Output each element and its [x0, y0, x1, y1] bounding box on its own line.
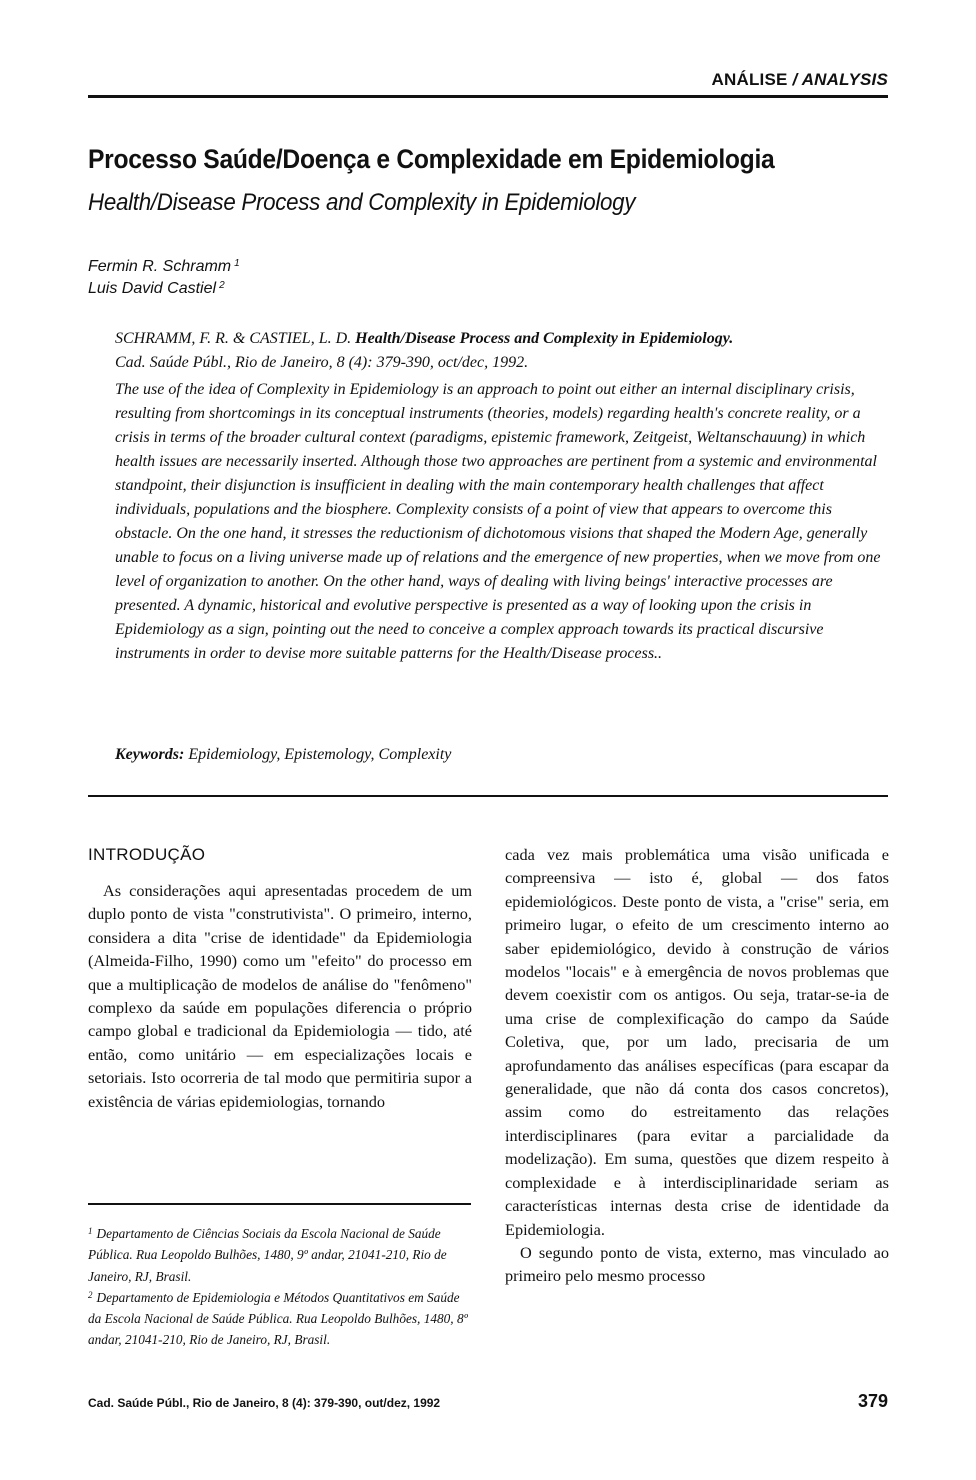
- footer-journal-reference: Cad. Saúde Públ., Rio de Janeiro, 8 (4): 379-390, out/dez, 1992: [88, 1396, 441, 1410]
- article-subtitle: Health/Disease Process and Complexity in Epidemiology: [88, 189, 636, 216]
- header-rule: [88, 95, 888, 98]
- keywords: [115, 746, 451, 764]
- citation-source: Cad. Saúde Públ., Rio de Janeiro, 8 (4): 379-390, oct/dec, 1992.: [115, 354, 529, 371]
- keywords-label: Keywords:: [115, 746, 185, 763]
- article-title: Processo Saúde/Doença e Complexidade em Epidemiologia: [88, 144, 775, 174]
- abstract: The use of the idea of Complexity in Epidemiology is an approach to point out either an internal disciplinary crisis, resulting from shortcomings in its conceptual instruments (theories, models) regarding health's concrete reality, or a crisis in terms of the broader cultural context (paradigms, epistemic framework, Zeitgeist, Weltanschauung) in which health issues are necessarily inserted. Although those two approaches are pertinent from a systemic and environmental standpoint, their disjunction is insufficient in dealing with the main contemporary health challenges that affect individuals, populations and the biosphere. Complexity consists of a point of view that appears to overcome this obstacle. On the one hand, it stresses the reductionism of dichotomous visions that shaped the Modern Age, generally unable to focus on a living universe made up of relations and the emergence of new properties, when we move from one level of organization to another. On the other hand, ways of dealing with living beings' interactive processes are presented. A dynamic, historical and evolutive perspective is presented as a way of looking upon the crisis in Epidemiology as a sign, pointing out the need to conceive a complex approach towards its practical discursive instruments in order to devise more suitable patterns for the Health/Disease process..: [115, 381, 881, 662]
- section-label-en: ANALYSIS: [801, 70, 888, 89]
- author: Fermin R. Schramm $^1$: [88, 258, 240, 275]
- body-paragraph: cada vez mais problemática uma visão unificada e compreensiva — isto é, global — dos fatos epidemiológicos. Deste ponto de vista, a "crise" seria, em primeiro lugar, o efeito de um crescimento interno ao saber epidemiológico, devido à construção de vários modelos "locais" e à emergência de novos problemas que devem coexistir com os antigos. Ou seja, tratar-se-ia de uma crise de complexificação do campo da Saúde Coletiva, que, por um lado, precisaria de um aprofundamento das análises específicas (para escapar da generalidade, que não dá conta dos casos concretos), assim como do estreitamento das relações interdisciplinares (para evitar a parcialidade da modelização). Em suma, questões que dizem respeito à complexidade e à interdisciplinaridade seriam as características internas desta crise de identidade da Epidemiologia.: [505, 845, 889, 1239]
- body-paragraph: As considerações aqui apresentadas procedem de um duplo ponto de vista "construtivista". O primeiro, interno, considera a dita "crise de identidade" da Epidemiologia (Almeida-Filho, 1990) como um "efeito" do processo em que a multiplicação de modelos de análise do "fenômeno" complexo da saúde em populações diferencia o próprio campo global e tradicional da Epidemiologia — tido, até então, como unitário — em especializações locais e setoriais. Isto ocorreria de tal modo que permitiria supor a existência de várias epidemiologias, tornando: [88, 881, 472, 1111]
- citation-title: Health/Disease Process and Complexity in Epidemiology.: [355, 330, 734, 347]
- body-paragraph: O segundo ponto de vista, externo, mas vinculado ao primeiro pelo mesmo processo: [505, 1242, 889, 1286]
- section-label-separator: /: [787, 70, 802, 89]
- section-heading-introduction: INTRODUÇÃO: [88, 845, 206, 864]
- footnote-divider: [88, 1203, 471, 1205]
- footnote-mark: 1: [88, 1226, 93, 1236]
- body-column-left: [88, 879, 472, 1113]
- body-column-right: [505, 843, 889, 1288]
- footnotes: [88, 1223, 474, 1351]
- section-label-pt: ANÁLISE: [711, 70, 788, 89]
- abstract-divider: [88, 795, 888, 797]
- footnote-mark: 2: [88, 1289, 93, 1300]
- author: Luis David Castiel $^2$: [88, 280, 225, 297]
- footnote: $^2$ Departamento de Epidemiologia e Métodos Quantitativos em Saúde da Escola Nacional de Saúde Pública. Rua Leopoldo Bulhões, 1480, 8º andar, 21041-210, Rio de Janeiro, RJ, Brasil.: [88, 1289, 468, 1348]
- author-list: [88, 256, 240, 300]
- citation-authors: SCHRAMM, F. R. & CASTIEL, L. D.: [115, 330, 356, 347]
- author-footnote-mark: 2: [219, 280, 225, 291]
- citation: [115, 327, 895, 375]
- author-footnote-mark: 1: [234, 258, 240, 269]
- section-label: [712, 70, 888, 90]
- footnote: $^1$ Departamento de Ciências Sociais da Escola Nacional de Saúde Pública. Rua Leopoldo Bulhões, 1480, 9º andar, 21041-210, Rio de Janeiro, RJ, Brasil.: [88, 1226, 447, 1284]
- keywords-list: Epidemiology, Epistemology, Complexity: [184, 746, 452, 763]
- page-number: 379: [857, 1391, 888, 1411]
